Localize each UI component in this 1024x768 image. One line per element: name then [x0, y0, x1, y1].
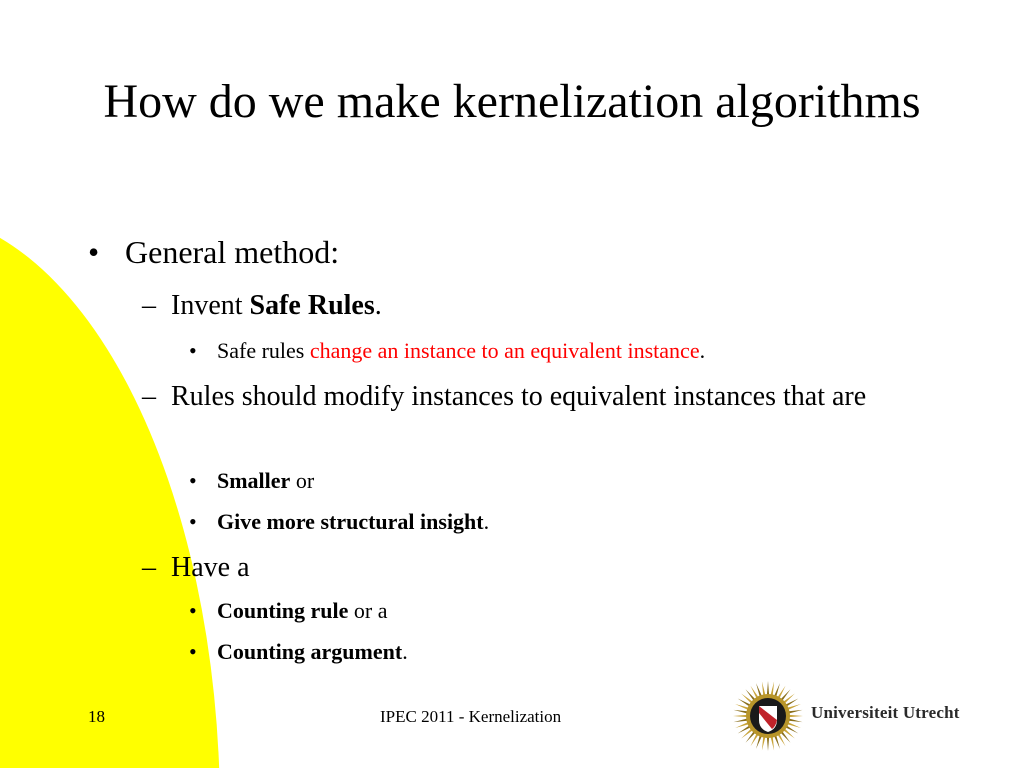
counting-rule-suffix: or a [348, 598, 388, 623]
have-a-text: Have a [171, 552, 250, 583]
safe-rules-suffix: . [699, 338, 706, 363]
counting-argument-suffix: . [402, 639, 408, 664]
subsub-insight [189, 507, 489, 537]
bullet-marker: • [189, 509, 197, 534]
safe-rules-bold: Safe Rules [249, 290, 375, 321]
bullet-marker: • [88, 234, 100, 270]
subbullet-have-a [142, 548, 932, 587]
smaller-bold: Smaller [217, 468, 291, 493]
counting-rule-bold: Counting rule [217, 598, 349, 623]
university-name: Universiteit Utrecht [811, 703, 960, 722]
invent-text: Invent [171, 290, 250, 321]
insight-suffix: . [483, 509, 490, 534]
bullet-marker: • [189, 468, 197, 493]
subbullet-invent [142, 286, 932, 325]
dash-marker: – [142, 381, 156, 412]
bullet-marker: • [189, 338, 197, 363]
insight-bold: Give more structural insight [217, 509, 484, 534]
bullet-general-method [88, 232, 339, 272]
dash-marker: – [142, 552, 156, 583]
slide-title: How do we make kernelization algorithms [103, 75, 921, 128]
bullet-marker: • [189, 639, 197, 664]
dash-marker: – [142, 290, 156, 321]
footer-text: IPEC 2011 - Kernelization [380, 707, 562, 726]
general-method-text: General method: [125, 234, 340, 270]
subsub-counting-rule [189, 596, 388, 626]
utrecht-university-logo [732, 680, 804, 752]
safe-rules-red-text: change an instance to an equivalent instance [309, 338, 700, 363]
subsub-smaller [189, 466, 314, 496]
counting-argument-bold: Counting argument [217, 639, 403, 664]
subsub-safe-rules [189, 336, 705, 366]
subbullet-rules-modify [142, 377, 932, 416]
subsub-counting-argument [189, 637, 408, 667]
bullet-marker: • [189, 598, 197, 623]
invent-suffix: . [374, 290, 382, 321]
smaller-suffix: or [290, 468, 315, 493]
safe-rules-text: Safe rules [217, 338, 310, 363]
slide-number: 18 [88, 707, 105, 726]
rules-modify-text: Rules should modify instances to equivalent instances that are [171, 381, 867, 412]
